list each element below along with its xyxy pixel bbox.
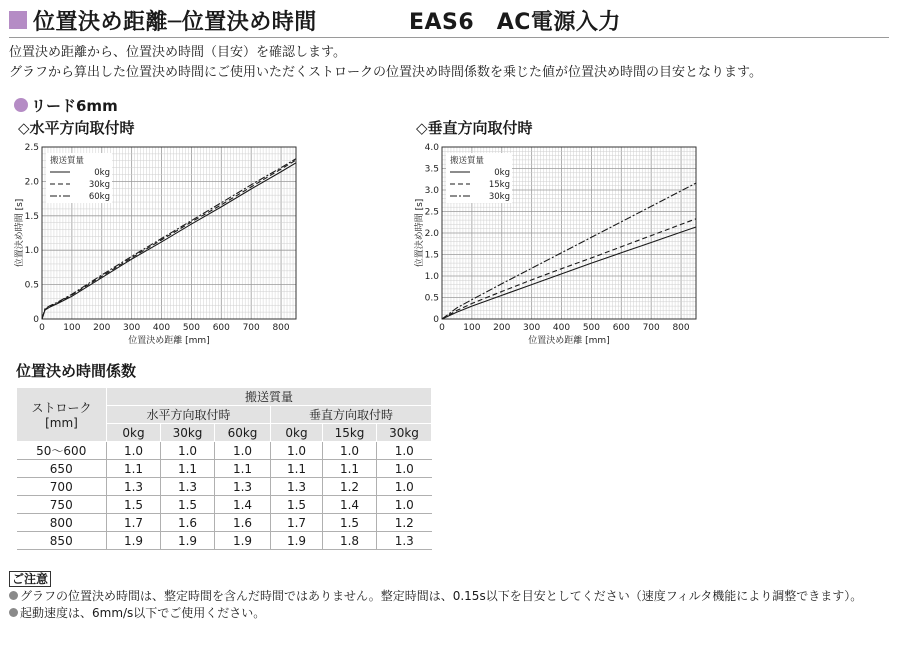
x-tick-label: 800 xyxy=(272,323,290,333)
coefficient-cell: 1.3 xyxy=(161,478,215,496)
legend-entry: 15kg xyxy=(488,180,510,190)
legend-entry: 0kg xyxy=(494,168,510,178)
y-tick-label: 1.0 xyxy=(24,246,39,257)
coefficient-cell: 1.2 xyxy=(323,478,377,496)
coefficient-cell: 1.3 xyxy=(215,478,271,496)
coefficient-cell: 1.6 xyxy=(215,514,271,532)
notes-heading: ご注意 xyxy=(9,571,51,587)
note-bullet-icon xyxy=(9,608,18,617)
coefficient-cell: 1.1 xyxy=(107,460,161,478)
table-row xyxy=(17,514,432,532)
title-divider xyxy=(9,37,889,38)
coefficient-cell: 1.9 xyxy=(271,532,323,550)
y-tick-label: 3.5 xyxy=(424,164,439,175)
sub-header: 30kg xyxy=(377,424,432,442)
stroke-header-cell xyxy=(17,388,107,442)
coefficient-cell: 1.1 xyxy=(271,460,323,478)
y-tick-label: 1.0 xyxy=(424,272,439,282)
y-axis-label: 位置決め時間 [s] xyxy=(15,198,25,268)
coefficient-cell: 1.8 xyxy=(323,532,377,550)
coefficient-cell: 1.9 xyxy=(215,532,271,550)
x-tick-label: 700 xyxy=(642,323,660,333)
x-tick-label: 800 xyxy=(672,323,690,333)
vertical-header: 垂直方向取付時 xyxy=(271,406,432,424)
x-tick-label: 200 xyxy=(493,323,511,333)
coefficient-cell: 1.4 xyxy=(323,496,377,514)
table-row xyxy=(17,460,432,478)
y-tick-label: 2.0 xyxy=(24,177,39,188)
y-tick-label: 0.5 xyxy=(24,280,39,291)
coefficient-cell: 1.0 xyxy=(161,442,215,460)
legend-entry: 30kg xyxy=(488,192,510,202)
y-tick-label: 2.0 xyxy=(424,229,439,239)
coefficient-cell: 1.9 xyxy=(107,532,161,550)
x-tick-label: 400 xyxy=(152,323,171,333)
y-tick-label: 2.5 xyxy=(24,143,39,153)
stroke-unit: [mm] xyxy=(45,416,78,430)
y-tick-label: 0 xyxy=(433,315,439,325)
sub-header: 15kg xyxy=(323,424,377,442)
x-tick-label: 0 xyxy=(39,323,45,333)
coefficient-cell: 1.5 xyxy=(323,514,377,532)
coefficient-cell: 1.0 xyxy=(107,442,161,460)
chart-vertical xyxy=(400,135,710,350)
y-axis-label: 位置決め時間 [s] xyxy=(415,198,425,268)
mass-header: 搬送質量 xyxy=(107,388,432,406)
x-tick-label: 600 xyxy=(212,323,230,333)
coefficient-cell: 1.2 xyxy=(377,514,432,532)
y-tick-label: 4.0 xyxy=(424,143,439,153)
coefficient-cell: 1.1 xyxy=(161,460,215,478)
coefficient-cell: 1.6 xyxy=(161,514,215,532)
sub-header: 0kg xyxy=(107,424,161,442)
coefficient-cell: 1.0 xyxy=(377,496,432,514)
horizontal-header: 水平方向取付時 xyxy=(107,406,271,424)
stroke-cell: 800 xyxy=(17,514,107,532)
coefficient-cell: 1.0 xyxy=(377,442,432,460)
coefficient-cell: 1.1 xyxy=(215,460,271,478)
x-tick-label: 400 xyxy=(552,323,571,333)
coefficient-cell: 1.0 xyxy=(377,478,432,496)
sub-header: 60kg xyxy=(215,424,271,442)
title-row xyxy=(9,4,889,38)
coefficient-cell: 1.3 xyxy=(107,478,161,496)
note-item xyxy=(9,588,862,604)
lead-label xyxy=(14,95,118,116)
sub-header: 30kg xyxy=(161,424,215,442)
intro-line-2: グラフから算出した位置決め時間にご使用いただくストロークの位置決め時間係数を乗じた値が位置決め時間の目安となります。 xyxy=(9,65,762,80)
coefficient-cell: 1.0 xyxy=(215,442,271,460)
stroke-cell: 750 xyxy=(17,496,107,514)
note-item xyxy=(9,605,265,621)
page-title: 位置決め距離─位置決め時間 xyxy=(33,10,317,35)
x-tick-label: 300 xyxy=(523,323,541,333)
title-square-icon xyxy=(9,11,27,29)
chart-title-vertical: ◇垂直方向取付時 xyxy=(416,119,533,137)
coefficient-cell: 1.5 xyxy=(107,496,161,514)
y-tick-label: 1.5 xyxy=(24,211,39,222)
model-label: EAS6 AC電源入力 xyxy=(409,10,621,35)
coefficient-cell: 1.7 xyxy=(271,514,323,532)
table-row xyxy=(17,442,432,460)
chart-horizontal xyxy=(0,135,310,350)
legend-title: 搬送質量 xyxy=(450,156,485,166)
note-text: 起動速度は、6mm/s以下でご使用ください。 xyxy=(20,606,266,620)
x-axis-label: 位置決め距離 [mm] xyxy=(128,336,210,346)
note-text: グラフの位置決め時間は、整定時間を含んだ時間ではありません。整定時間は、0.15s以下を目安としてください（速度フィルタ機能により調整できます）。 xyxy=(20,589,863,603)
stroke-cell: 50～600 xyxy=(17,442,107,460)
y-tick-label: 0.5 xyxy=(424,293,439,304)
stroke-cell: 700 xyxy=(17,478,107,496)
coefficient-cell: 1.7 xyxy=(107,514,161,532)
coefficient-cell: 1.1 xyxy=(323,460,377,478)
x-tick-label: 200 xyxy=(93,323,111,333)
x-tick-label: 500 xyxy=(582,323,601,333)
legend-entry: 60kg xyxy=(88,192,110,202)
x-tick-label: 500 xyxy=(182,323,201,333)
x-tick-label: 300 xyxy=(123,323,141,333)
legend-entry: 30kg xyxy=(88,180,110,190)
coefficient-table xyxy=(16,387,432,550)
coefficient-cell: 1.0 xyxy=(323,442,377,460)
table-row xyxy=(17,496,432,514)
coefficient-cell: 1.3 xyxy=(271,478,323,496)
coefficient-cell: 1.3 xyxy=(377,532,432,550)
legend-title: 搬送質量 xyxy=(50,156,85,166)
coefficient-cell: 1.5 xyxy=(161,496,215,514)
y-tick-label: 3.0 xyxy=(424,186,439,196)
y-tick-label: 1.5 xyxy=(424,250,439,261)
circle-bullet-icon xyxy=(14,98,28,112)
table-row xyxy=(17,478,432,496)
coefficient-cell: 1.0 xyxy=(271,442,323,460)
x-tick-label: 100 xyxy=(63,323,81,333)
x-tick-label: 600 xyxy=(612,323,630,333)
coefficient-table-title: 位置決め時間係数 xyxy=(16,362,137,380)
intro-line-1: 位置決め距離から、位置決め時間（目安）を確認します。 xyxy=(9,45,346,60)
coefficient-cell: 1.0 xyxy=(377,460,432,478)
note-bullet-icon xyxy=(9,591,18,600)
x-tick-label: 100 xyxy=(463,323,481,333)
coefficient-cell: 1.9 xyxy=(161,532,215,550)
stroke-header: ストローク xyxy=(31,401,92,415)
x-tick-label: 700 xyxy=(242,323,260,333)
y-tick-label: 0 xyxy=(33,315,39,325)
sub-header: 0kg xyxy=(271,424,323,442)
lead-text: リード6mm xyxy=(31,97,118,115)
coefficient-cell: 1.5 xyxy=(271,496,323,514)
coefficient-cell: 1.4 xyxy=(215,496,271,514)
stroke-cell: 650 xyxy=(17,460,107,478)
y-tick-label: 2.5 xyxy=(424,207,439,218)
x-axis-label: 位置決め距離 [mm] xyxy=(528,336,610,346)
legend-entry: 0kg xyxy=(94,168,110,178)
chart-title-horizontal: ◇水平方向取付時 xyxy=(18,119,135,137)
x-tick-label: 0 xyxy=(439,323,445,333)
stroke-cell: 850 xyxy=(17,532,107,550)
table-row xyxy=(17,532,432,550)
